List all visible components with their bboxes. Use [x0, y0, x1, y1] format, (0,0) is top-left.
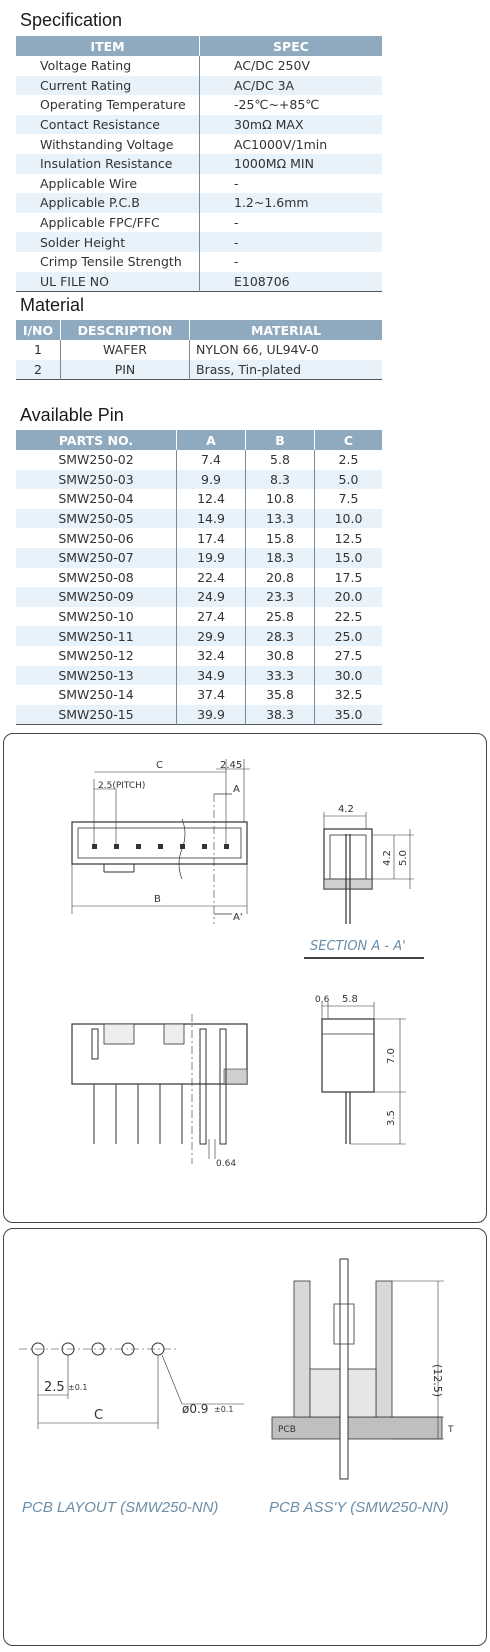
pin-row — [16, 470, 382, 490]
pin-row-cell: SMW250-07 — [16, 548, 177, 568]
pin-row-cell: SMW250-02 — [58, 452, 134, 468]
spec-row-cell: AC/DC 3A — [200, 76, 383, 96]
pin-row-cell: 27.5 — [315, 646, 383, 666]
pin-row-cell: SMW250-09 — [16, 587, 177, 607]
specification-title: Specification — [20, 10, 123, 30]
pin-row — [16, 607, 382, 627]
pin-row-cell: SMW250-12 — [58, 648, 134, 664]
pin-row-cell: 27.4 — [177, 607, 246, 627]
spec-row — [16, 272, 382, 292]
pin-row-cell: 5.8 — [246, 450, 315, 470]
pin-row-cell: 35.0 — [315, 705, 383, 725]
spec-row-cell: Operating Temperature — [40, 97, 186, 113]
spec-row-cell: - — [200, 232, 383, 252]
spec-row — [16, 174, 382, 194]
pin-row-cell: SMW250-04 — [58, 491, 134, 507]
material-row — [16, 340, 382, 360]
spec-row-cell: Applicable FPC/FFC — [40, 215, 160, 231]
available-pin-table — [16, 430, 382, 725]
pin-row-cell: 32.4 — [177, 646, 246, 666]
spec-row — [16, 193, 382, 213]
spec-row — [16, 56, 382, 76]
spec-row-cell: Voltage Rating — [40, 58, 132, 74]
pcb-assy-caption: PCB ASS'Y (SMW250-NN) — [269, 1499, 449, 1516]
pin-row-cell: 32.5 — [315, 685, 383, 705]
pin-row-cell: 33.3 — [246, 666, 315, 686]
pitch-label: 2.5(PITCH) — [98, 781, 146, 791]
section-mark-a: A — [233, 784, 240, 795]
pin-row-cell: SMW250-10 — [58, 609, 134, 625]
spec-row-cell: E108706 — [200, 272, 383, 292]
dim-064-label: 0.64 — [216, 1159, 237, 1169]
pin-row-cell: 7.4 — [177, 450, 246, 470]
pin-row — [16, 646, 382, 666]
pcb-pitch-tol: ±0.1 — [68, 1383, 88, 1392]
pin-row-cell: SMW250-15 — [16, 705, 177, 725]
pin-header-parts: PARTS NO. — [16, 430, 177, 450]
spec-row-cell: 1.2~1.6mm — [200, 193, 383, 213]
pin-row-cell: 20.8 — [246, 568, 315, 588]
dim-35-label: 3.5 — [386, 1110, 397, 1126]
pcb-layout-caption: PCB LAYOUT (SMW250-NN) — [22, 1499, 219, 1516]
material-row-cell: 1 — [34, 342, 42, 358]
material-row-cell: 2 — [16, 360, 61, 380]
spec-row-cell: UL FILE NO — [16, 272, 200, 292]
pcb-drawing-panel — [3, 1228, 487, 1646]
material-table — [16, 320, 382, 380]
pin-row — [16, 666, 382, 686]
pin-header-b: B — [246, 430, 315, 450]
pcb-layout-drawing — [4, 1229, 488, 1647]
pin-row-cell: 30.0 — [315, 666, 383, 686]
spec-row-cell: Applicable Wire — [40, 175, 138, 191]
pcb-pitch-label: 2.5 — [44, 1380, 65, 1395]
material-row-cell: PIN — [61, 360, 190, 380]
spec-row-cell: Applicable P.C.B — [16, 193, 200, 213]
section-mark-a-prime: A' — [233, 912, 243, 923]
pin-row-cell: 2.5 — [315, 450, 383, 470]
pin-row-cell: 23.3 — [246, 587, 315, 607]
dim-58-label: 5.8 — [342, 994, 358, 1005]
hole-diameter-tol: ±0.1 — [214, 1405, 234, 1414]
spec-row — [16, 134, 382, 154]
spec-row — [16, 252, 382, 272]
dim-t-label: T — [448, 1425, 454, 1435]
dim-70-label: 7.0 — [386, 1048, 397, 1064]
dim-b-label: B — [154, 894, 161, 905]
spec-row — [16, 95, 382, 115]
spec-row — [16, 115, 382, 135]
dim-42-width: 4.2 — [338, 804, 354, 815]
pin-row-cell: 39.9 — [177, 705, 246, 725]
pin-row — [16, 705, 382, 725]
pin-row-cell: 14.9 — [177, 509, 246, 529]
pin-row-cell: 38.3 — [246, 705, 315, 725]
spec-row-cell: - — [200, 213, 383, 233]
available-pin-title: Available Pin — [20, 405, 124, 425]
dimension-drawing-panel — [3, 733, 487, 1223]
pin-row-cell: 10.8 — [246, 489, 315, 509]
material-header-ino: I/NO — [16, 320, 61, 340]
spec-row — [16, 213, 382, 233]
pin-row-cell: 13.3 — [246, 509, 315, 529]
pin-row-cell: SMW250-05 — [16, 509, 177, 529]
material-row-cell: WAFER — [61, 340, 190, 360]
pin-row-cell: 35.8 — [246, 685, 315, 705]
pin-row-cell: SMW250-03 — [16, 470, 177, 490]
material-header-material: MATERIAL — [190, 320, 383, 340]
pin-row-cell: SMW250-13 — [16, 666, 177, 686]
pin-row-cell: 5.0 — [315, 470, 383, 490]
pin-header-a: A — [177, 430, 246, 450]
pcb-dim-c: C — [94, 1408, 104, 1423]
pin-row — [16, 528, 382, 548]
pin-row — [16, 685, 382, 705]
pin-row-cell: 7.5 — [315, 489, 383, 509]
spec-row-cell: Current Rating — [16, 76, 200, 96]
dim-06-label: 0.6 — [315, 995, 330, 1005]
material-title: Material — [20, 295, 85, 315]
dim-c-label: C — [156, 760, 163, 771]
spec-row — [16, 232, 382, 252]
connector-dimension-drawing — [4, 734, 488, 1224]
pin-row — [16, 548, 382, 568]
pin-row-cell: 22.5 — [315, 607, 383, 627]
spec-header-item: ITEM — [16, 36, 200, 56]
dim-42-height: 4.2 — [382, 850, 393, 866]
material-header-description: DESCRIPTION — [61, 320, 190, 340]
spec-row-cell: - — [200, 174, 383, 194]
dim-245-label: 2.45 — [220, 760, 243, 771]
material-row — [16, 360, 382, 380]
spec-row-cell: AC1000V/1min — [200, 134, 383, 154]
pin-row-cell: 19.9 — [177, 548, 246, 568]
spec-row-cell: Withstanding Voltage — [40, 136, 174, 152]
specification-table — [16, 36, 382, 292]
pin-row-cell: 28.3 — [246, 626, 315, 646]
spec-row-cell: 30mΩ MAX — [200, 115, 383, 135]
pin-row-cell: 37.4 — [177, 685, 246, 705]
pin-header-c: C — [315, 430, 383, 450]
pin-row — [16, 509, 382, 529]
pin-row-cell: 15.0 — [315, 548, 383, 568]
spec-row — [16, 154, 382, 174]
material-row-cell: Brass, Tin-plated — [190, 360, 383, 380]
spec-header-spec: SPEC — [200, 36, 383, 56]
section-caption: SECTION A - A' — [310, 939, 406, 954]
pin-row — [16, 587, 382, 607]
pin-row-cell: SMW250-08 — [58, 569, 134, 585]
spec-row-cell: 1000MΩ MIN — [200, 154, 383, 174]
pin-row-cell: 25.8 — [246, 607, 315, 627]
pin-row-cell: 20.0 — [315, 587, 383, 607]
pin-row-cell: 17.4 — [177, 528, 246, 548]
pin-row-cell: 24.9 — [177, 587, 246, 607]
pin-row — [16, 489, 382, 509]
pin-row-cell: 8.3 — [246, 470, 315, 490]
pin-row-cell: SMW250-14 — [58, 687, 134, 703]
pin-row-cell: 15.8 — [246, 528, 315, 548]
spec-row-cell: Insulation Resistance — [16, 154, 200, 174]
pcb-board-label: PCB — [278, 1425, 296, 1435]
hole-diameter-label: ø0.9 — [182, 1402, 209, 1416]
spec-row-cell: - — [200, 252, 383, 272]
dim-125-label: (12.5) — [431, 1364, 444, 1398]
spec-row — [16, 76, 382, 96]
pin-row-cell: 30.8 — [246, 646, 315, 666]
pin-row-cell: 34.9 — [177, 666, 246, 686]
pin-row-cell: 10.0 — [315, 509, 383, 529]
spec-row-cell: Contact Resistance — [16, 115, 200, 135]
pin-row-cell: 18.3 — [246, 548, 315, 568]
material-row-cell: NYLON 66, UL94V-0 — [190, 340, 383, 360]
spec-row-cell: AC/DC 250V — [200, 56, 383, 76]
pin-row-cell: 17.5 — [315, 568, 383, 588]
pin-row-cell: 12.5 — [315, 528, 383, 548]
pin-row-cell: 9.9 — [177, 470, 246, 490]
pin-row — [16, 626, 382, 646]
pin-row-cell: 22.4 — [177, 568, 246, 588]
pin-row-cell: 29.9 — [177, 626, 246, 646]
pin-row — [16, 568, 382, 588]
spec-row-cell: Solder Height — [16, 232, 200, 252]
pin-row-cell: SMW250-11 — [16, 626, 177, 646]
pin-row — [16, 450, 382, 470]
pin-row-cell: 12.4 — [177, 489, 246, 509]
dim-50-height: 5.0 — [398, 850, 409, 866]
spec-row-cell: -25℃~+85℃ — [200, 95, 383, 115]
pin-row-cell: SMW250-06 — [58, 530, 134, 546]
pin-row-cell: 25.0 — [315, 626, 383, 646]
spec-row-cell: Crimp Tensile Strength — [40, 254, 182, 270]
